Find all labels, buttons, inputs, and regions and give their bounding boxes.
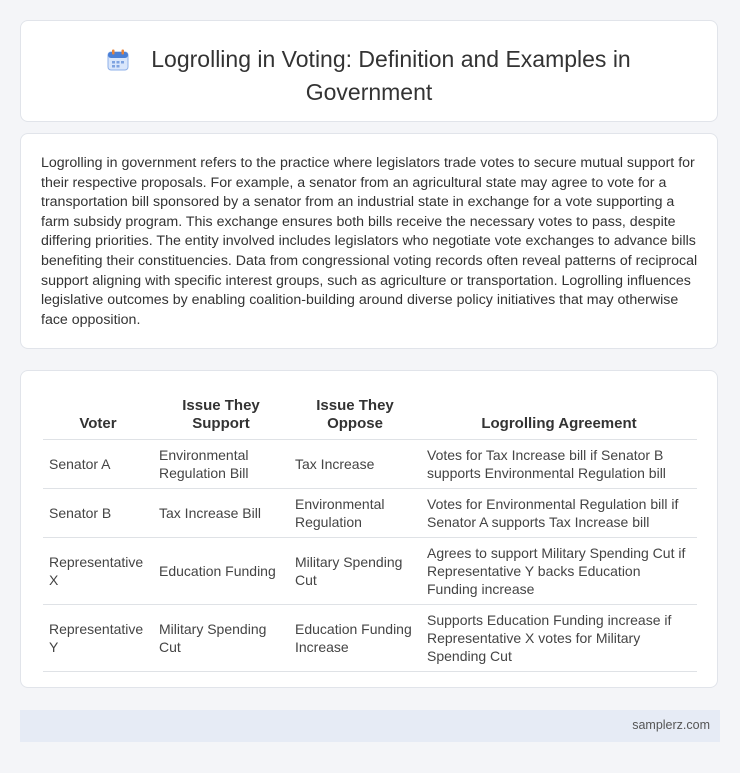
cell-support: Environmental Regulation Bill [153, 440, 289, 489]
header-issue-support: Issue They Support [153, 393, 289, 440]
header-voter: Voter [43, 393, 153, 440]
header-agreement: Logrolling Agreement [421, 393, 697, 440]
table-row [43, 489, 697, 538]
intro-card [20, 133, 718, 349]
cell-support: Military Spending Cut [153, 605, 289, 672]
table-card [20, 370, 718, 688]
cell-support: Tax Increase Bill [153, 489, 289, 538]
cell-agreement: Votes for Environmental Regulation bill if Senator A supports Tax Increase bill [421, 489, 697, 538]
cell-agreement: Agrees to support Military Spending Cut if Representative Y backs Education Funding increase [421, 538, 697, 605]
cell-voter: Senator B [43, 489, 153, 538]
cell-voter: Representative X [43, 538, 153, 605]
title-line-2: Government [305, 79, 433, 105]
title-line-1: Logrolling in Voting: Definition and Examples in [151, 46, 631, 72]
cell-oppose: Environmental Regulation [289, 489, 421, 538]
table-row [43, 538, 697, 605]
cell-oppose: Education Funding Increase [289, 605, 421, 672]
cell-voter: Representative Y [43, 605, 153, 672]
cell-agreement: Votes for Tax Increase bill if Senator B supports Environmental Regulation bill [421, 440, 697, 489]
header-issue-oppose: Issue They Oppose [289, 393, 421, 440]
calendar-icon [107, 49, 129, 78]
title-card [20, 20, 718, 122]
logrolling-table [43, 393, 697, 672]
intro-paragraph: Logrolling in government refers to the practice where legislators trade votes to secure mutual support for their respective proposals. For example, a senator from an agricultural state may agree to vote for a transportation bill sponsored by a senator from an industrial state in exchange for a vote supporting a farm subsidy program. This exchange ensures both bills receive the necessary votes to pass, despite differing priorities. The entity involved includes legislators who negotiate vote exchanges to advance bills benefiting their constituencies. Data from congressional voting records often reveal patterns of reciprocal support aligning with specific interest groups, such as agriculture or transportation. Logrolling influences legislative outcomes by enabling coalition-building around diverse policy initiatives that may otherwise face opposition. [41, 155, 698, 328]
footer-bar [20, 710, 720, 742]
cell-voter: Senator A [43, 440, 153, 489]
cell-oppose: Military Spending Cut [289, 538, 421, 605]
cell-agreement: Supports Education Funding increase if Representative X votes for Military Spending Cut [421, 605, 697, 672]
table-row [43, 605, 697, 672]
cell-oppose: Tax Increase [289, 440, 421, 489]
footer-site-link[interactable]: samplerz.com [632, 718, 710, 732]
table-row [43, 440, 697, 489]
page-title [21, 45, 717, 107]
table-header-row [43, 393, 697, 440]
cell-support: Education Funding [153, 538, 289, 605]
